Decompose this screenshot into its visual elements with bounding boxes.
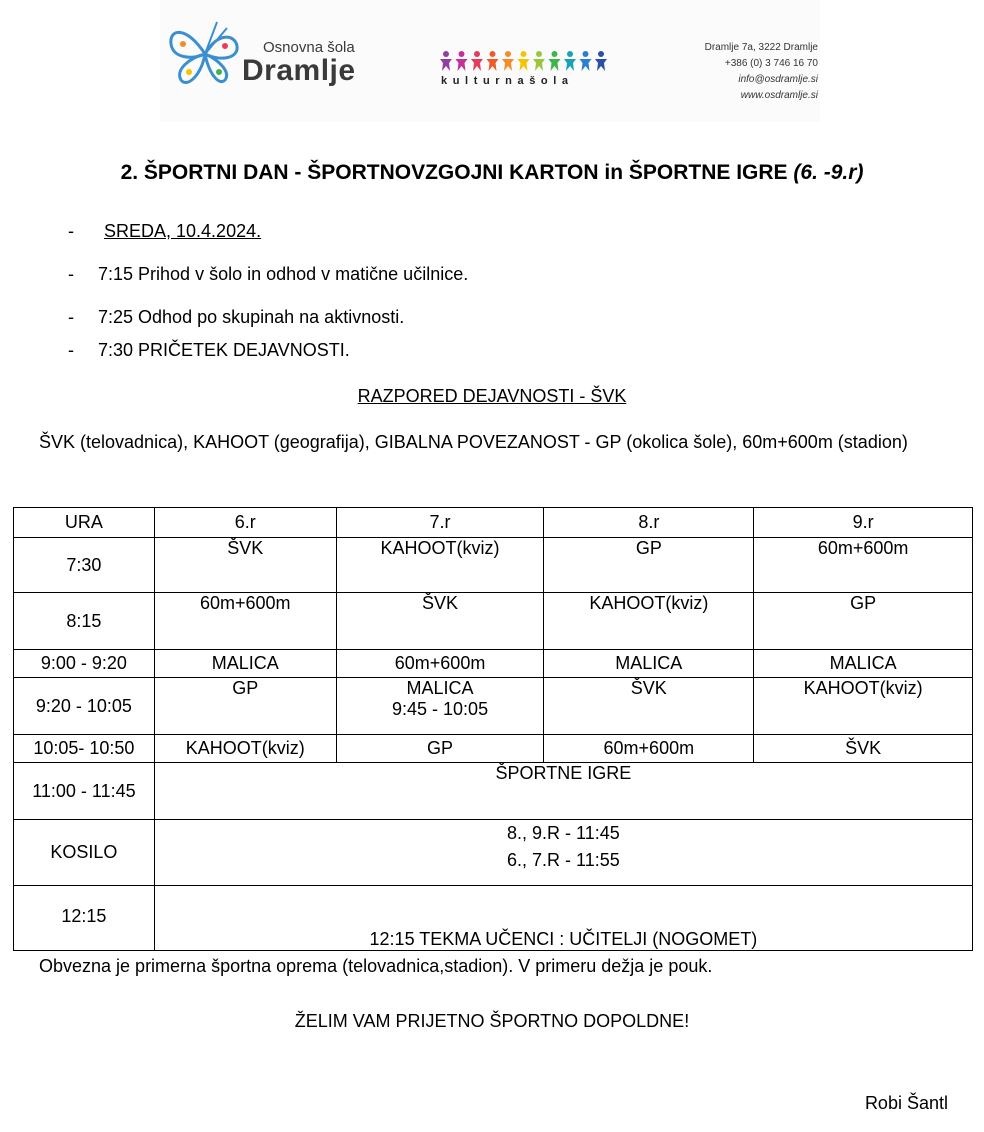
sola-label: šola (529, 75, 574, 87)
table-cell: 60m+600m (154, 593, 336, 650)
butterfly-logo-icon (165, 14, 245, 94)
contact-email: info@osdramlje.si (738, 74, 818, 85)
header-cell: 8.r (544, 508, 754, 538)
closing-wish: ŽELIM VAM PRIJETNO ŠPORTNO DOPOLDNE! (294, 1011, 690, 1031)
table-cell: MALICA (154, 650, 336, 678)
table-row (14, 735, 973, 763)
schedule-table (13, 507, 973, 951)
table-cell: KAHOOT(kviz) (754, 678, 973, 735)
table-cell: 60m+600m (754, 538, 973, 593)
bullet-dash: - (68, 264, 74, 284)
bullet-text: 7:30 PRIČETEK DEJAVNOSTI. (98, 340, 350, 360)
schedule-heading: RAZPORED DEJAVNOSTI - ŠVK (357, 386, 627, 406)
sports-games-cell: ŠPORTNE IGRE (154, 763, 972, 820)
time-cell: 9:00 - 9:20 (14, 650, 155, 678)
time-cell: 10:05- 10:50 (14, 735, 155, 763)
table-header-row (14, 508, 973, 538)
table-cell: KAHOOT(kviz) (544, 593, 754, 650)
time-cell: 11:00 - 11:45 (14, 763, 155, 820)
bullet-text: 7:15 Prihod v šolo in odhod v matične učilnice. (98, 264, 469, 284)
table-cell: KAHOOT(kviz) (154, 735, 336, 763)
bullet-item (68, 264, 468, 285)
bullet-item (68, 340, 350, 361)
malica-label: MALICA (406, 678, 474, 698)
school-name: Dramlje (242, 54, 356, 87)
table-row (14, 886, 973, 951)
kulturna-sola-logo (440, 50, 625, 90)
bullet-text: 7:25 Odhod po skupinah na aktivnosti. (98, 307, 405, 327)
table-cell: 60m+600m (544, 735, 754, 763)
activities-description: ŠVK (telovadnica), KAHOOT (geografija), GIBALNA POVEZANOST - GP (okolica šole), 60m+600m (stadion) (39, 432, 908, 452)
school-name-small: Osnovna šola (263, 39, 355, 56)
header-cell: 7.r (336, 508, 544, 538)
table-cell: 60m+600m (336, 650, 544, 678)
contact-block (705, 40, 818, 104)
kosilo-label-cell: KOSILO (14, 820, 155, 886)
table-cell-malica (336, 678, 544, 735)
time-cell: 9:20 - 10:05 (14, 678, 155, 735)
school-logo (165, 14, 375, 94)
header-cell: URA (14, 508, 155, 538)
table-row (14, 678, 973, 735)
table-cell: MALICA (544, 650, 754, 678)
contact-phone: +386 (0) 3 746 16 70 (724, 58, 818, 69)
table-cell: GP (154, 678, 336, 735)
bullet-dash: - (68, 221, 74, 241)
match-cell: 12:15 TEKMA UČENCI : UČITELJI (NOGOMET) (154, 886, 972, 951)
title-grades: (6. -9.r) (793, 161, 864, 184)
equipment-note: Obvezna je primerna športna oprema (telovadnica,stadion). V primeru dežja je pouk. (39, 956, 713, 976)
bullet-item (68, 307, 404, 328)
contact-address: Dramlje 7a, 3222 Dramlje (704, 42, 818, 53)
table-cell: GP (754, 593, 973, 650)
kosilo-line: 6., 7.R - 11:55 (507, 850, 620, 870)
kosilo-times-cell (154, 820, 972, 886)
bullet-dash: - (68, 307, 74, 327)
table-row (14, 538, 973, 593)
table-cell: KAHOOT(kviz) (336, 538, 544, 593)
contact-web: www.osdramlje.si (740, 90, 818, 101)
table-row (14, 650, 973, 678)
page-title (0, 161, 984, 185)
kosilo-line: 8., 9.R - 11:45 (507, 823, 620, 843)
bullet-dash: - (68, 340, 74, 360)
table-row (14, 763, 973, 820)
table-row (14, 593, 973, 650)
header-cell: 9.r (754, 508, 973, 538)
signature: Robi Šantl (864, 1093, 948, 1113)
bullet-item (68, 221, 261, 242)
malica-time: 9:45 - 10:05 (392, 699, 489, 719)
time-cell: 12:15 (14, 886, 155, 951)
table-cell: ŠVK (336, 593, 544, 650)
table-cell: GP (544, 538, 754, 593)
header-cell: 6.r (154, 508, 336, 538)
table-cell: MALICA (754, 650, 973, 678)
kulturna-sola-people-icon (440, 50, 620, 72)
table-cell: GP (336, 735, 544, 763)
bullet-date: SREDA, 10.4.2024. (104, 221, 262, 241)
title-main: 2. ŠPORTNI DAN - ŠPORTNOVZGOJNI KARTON in ŠPORTNE IGRE (120, 161, 788, 184)
table-row (14, 820, 973, 886)
table-cell: ŠVK (754, 735, 973, 763)
time-cell: 8:15 (14, 593, 155, 650)
time-cell: 7:30 (14, 538, 155, 593)
table-cell: ŠVK (544, 678, 754, 735)
kulturna-label: kulturna (441, 75, 530, 87)
table-cell: ŠVK (154, 538, 336, 593)
